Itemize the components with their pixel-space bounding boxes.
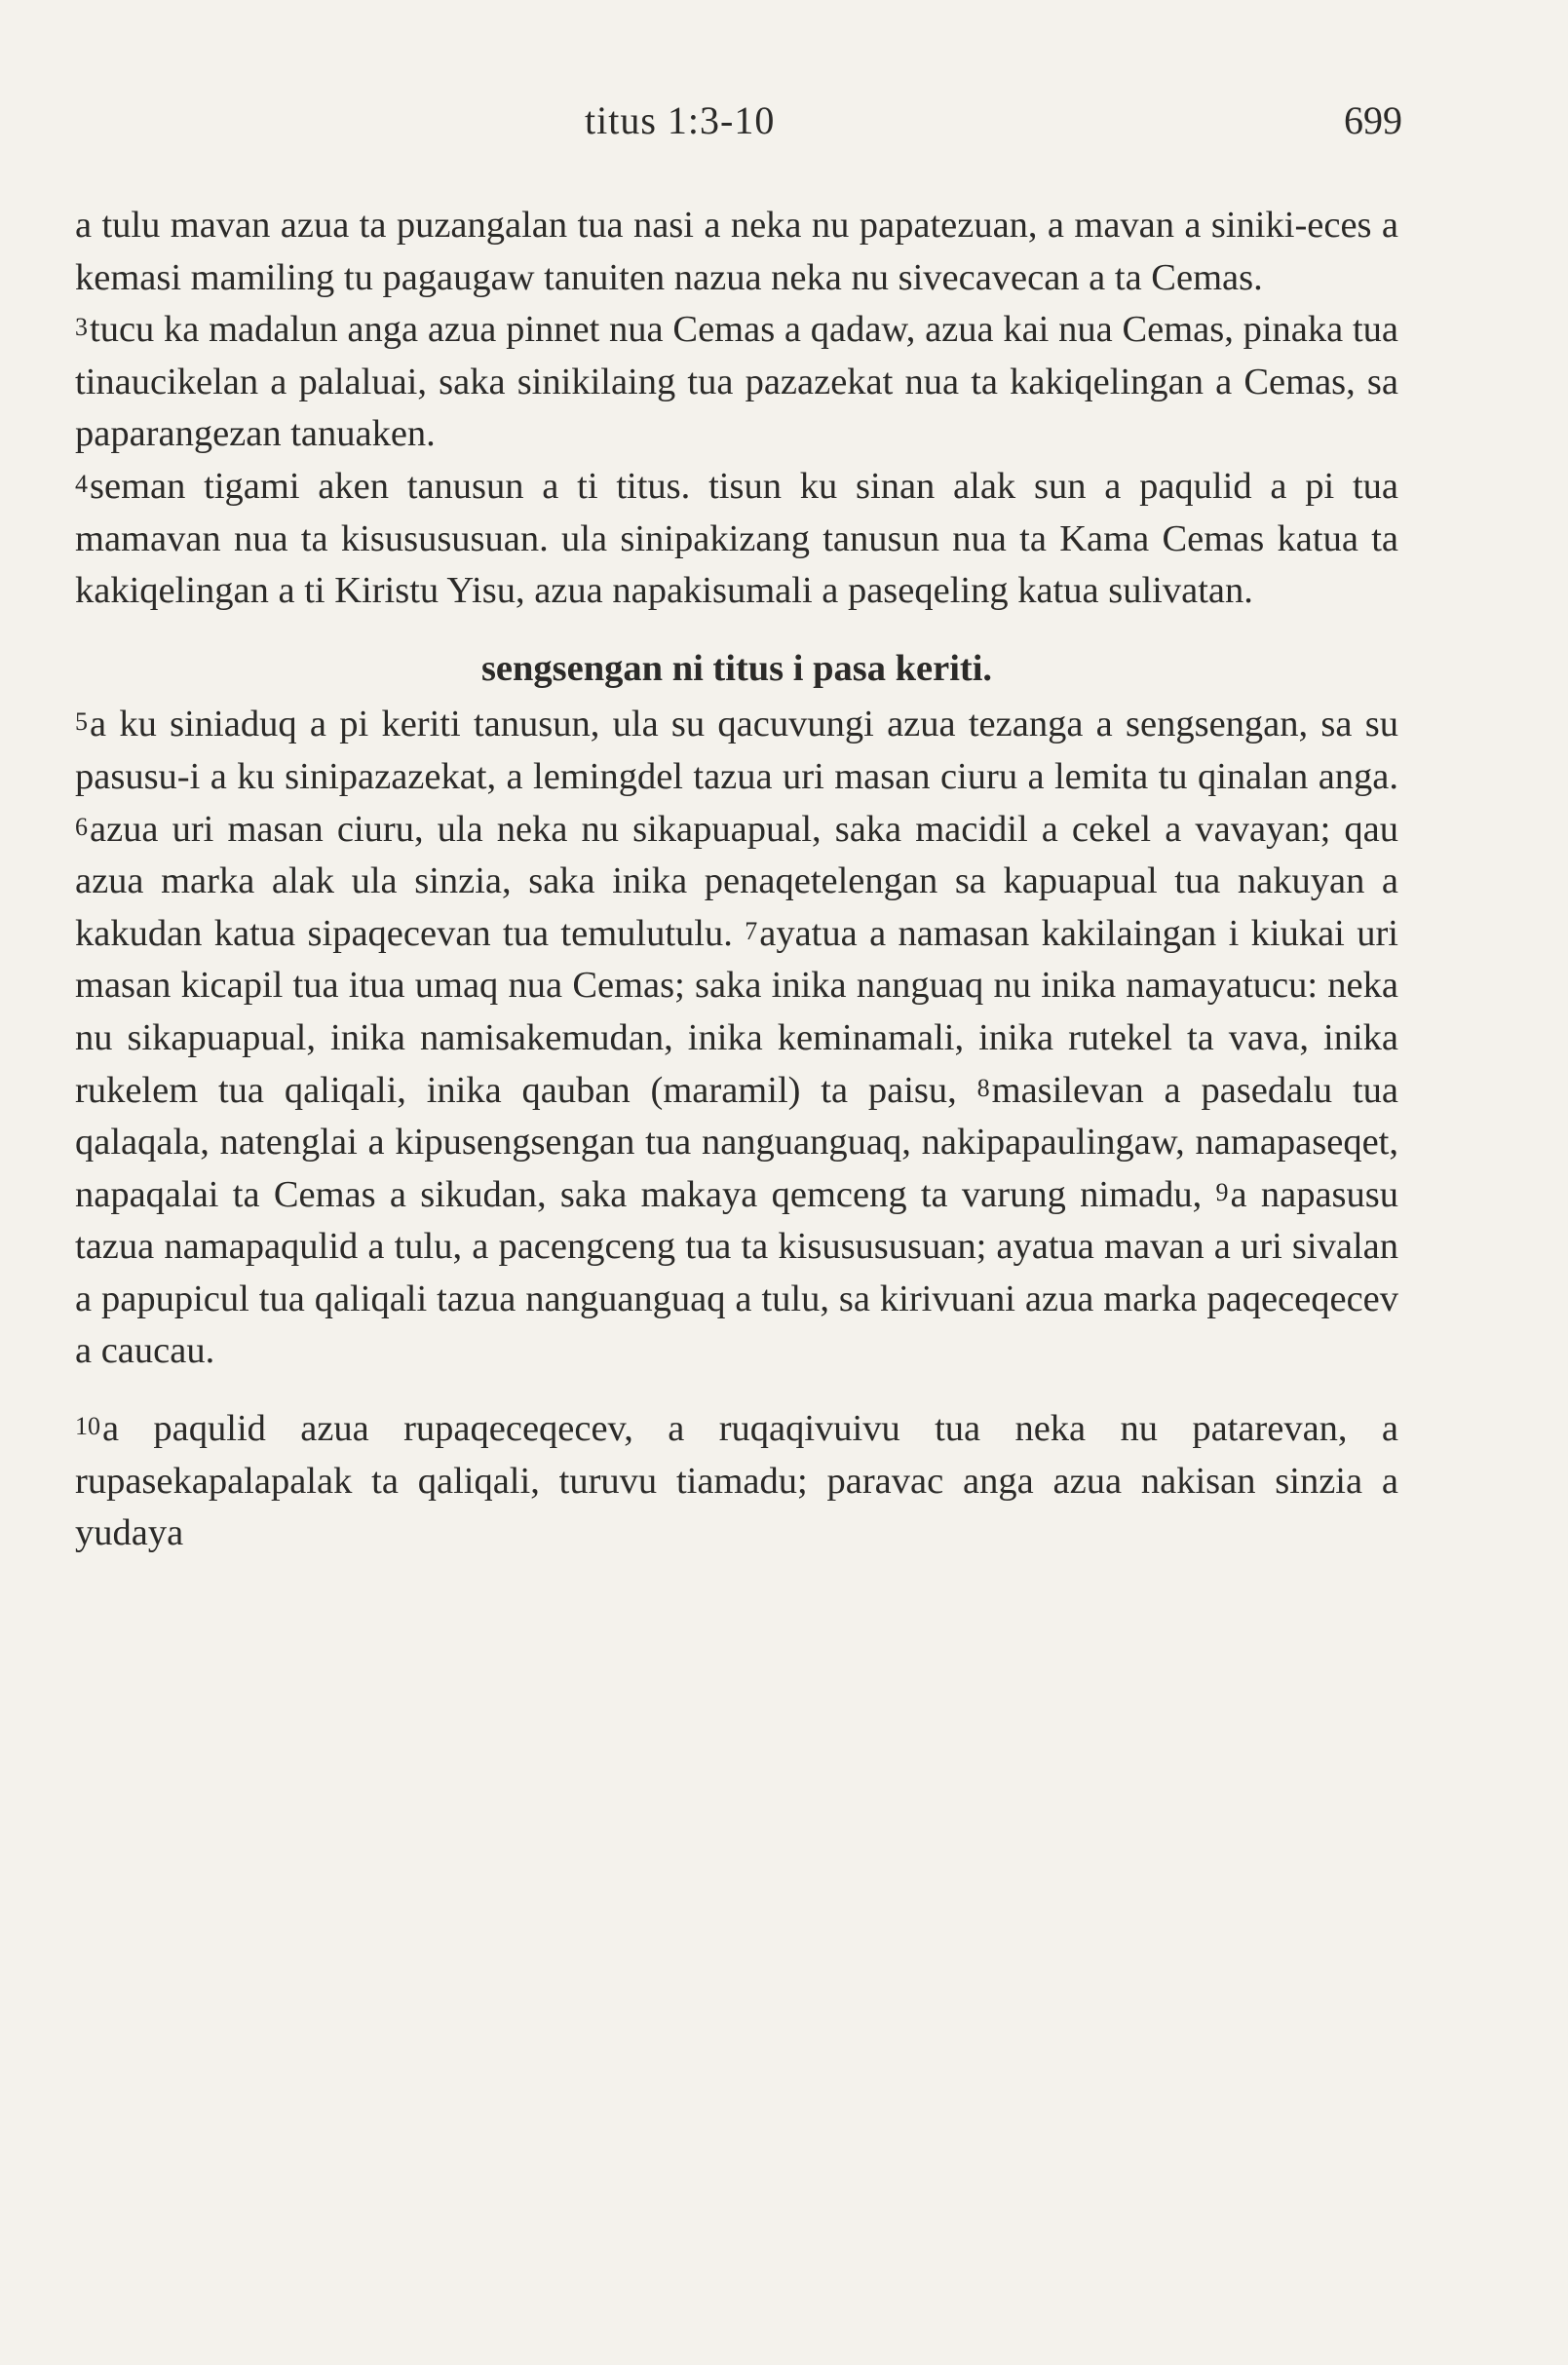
verse-number-7: 7: [745, 916, 758, 945]
verse-number-5: 5: [75, 707, 88, 737]
text-run: ayatua a namasan kakilaingan i kiukai uri masan kicapil tua itua umaq nua Cemas; saka inika nanguaq nu inika namayatucu: neka nu sikapuapual, inika namisakemudan, inika keminamali, inika rutekel ta vava, inika rukelem tua qaliqali, inika qauban (maramil) ta paisu,: [75, 912, 1398, 1111]
chapter-reference: titus 1:3-10: [585, 98, 776, 142]
paragraph-gap: [75, 1378, 1398, 1403]
paragraph-1: [75, 200, 1398, 304]
verse-number-8: 8: [976, 1073, 990, 1102]
paragraph-2: [75, 304, 1398, 461]
scripture-text: [75, 200, 1398, 1560]
verse-number-10: 10: [75, 1412, 100, 1441]
section-heading: sengsengan ni titus i pasa keriti.: [480, 647, 993, 689]
verse-number-6: 6: [75, 812, 88, 841]
text-run: a ku siniaduq a pi keriti tanusun, ula su qacuvungi azua tezanga a sengsengan, sa su pasusu-i a ku sinipazazekat, a lemingdel tazua uri masan ciuru a lemita tu qinalan anga.: [75, 704, 1398, 797]
text-run: masilevan a pasedalu tua qalaqala, natenglai a kipusengsengan tua nanguanguaq, nakipapaulingaw, namapaseqet, napaqalai ta Cemas a sikudan, saka makaya qemceng ta varung nimadu,: [75, 1069, 1398, 1215]
text-run: azua uri masan ciuru, ula neka nu sikapuapual, saka macidil a cekel a vavayan; qau azua marka alak ula sinzia, saka inika penaqetelengan sa kapuapual tua nakuyan a kakudan katua sipaqecevan tua temulutulu.: [75, 808, 1398, 954]
verse-number-9: 9: [1215, 1177, 1229, 1206]
text-run: a paqulid azua rupaqeceqecev, a ruqaqivuivu tua neka nu patarevan, a rupasekapalapalak ta qaliqali, turuvu tiamadu; paravac anga azua nakisan sinzia a yudaya: [75, 1408, 1398, 1554]
verse-number-4: 4: [75, 469, 88, 498]
text-run: seman tigami aken tanusun a ti titus. tisun ku sinan alak sun a paqulid a pi tua mamavan nua ta kisusususuan. ula sinipakizang tanusun nua ta Kama Cemas katua ta kakiqelingan a ti Kiristu Yisu, azua napakisumali a paseqeling katua sulivatan.: [75, 465, 1398, 612]
verse-number-3: 3: [75, 313, 88, 342]
text-run: tucu ka madalun anga azua pinnet nua Cemas a qadaw, azua kai nua Cemas, pinaka tua tinaucikelan a palaluai, saka sinikilaing tua pazazekat nua ta kakiqelingan a Cemas, sa paparangezan tanuaken.: [75, 309, 1398, 455]
page-number: 699: [1344, 98, 1402, 142]
text-run: a tulu mavan azua ta puzangalan tua nasi a neka nu papatezuan, a mavan a siniki-eces a kemasi mamiling tu pagaugaw tanuiten nazua neka nu sivecavecan a ta Cemas.: [75, 205, 1398, 298]
running-header: [0, 97, 1568, 166]
paragraph-4: [75, 699, 1398, 1378]
text-run: a napasusu tazua namapaqulid a tulu, a pacengceng tua ta kisusususuan; ayatua mavan a uri sivalan a papupicul tua qaliqali tazua nanguanguaq a tulu, sa kirivuani azua marka paqeceqecev a caucau.: [75, 1173, 1398, 1372]
paragraph-3: [75, 461, 1398, 618]
paragraph-5: [75, 1403, 1398, 1560]
